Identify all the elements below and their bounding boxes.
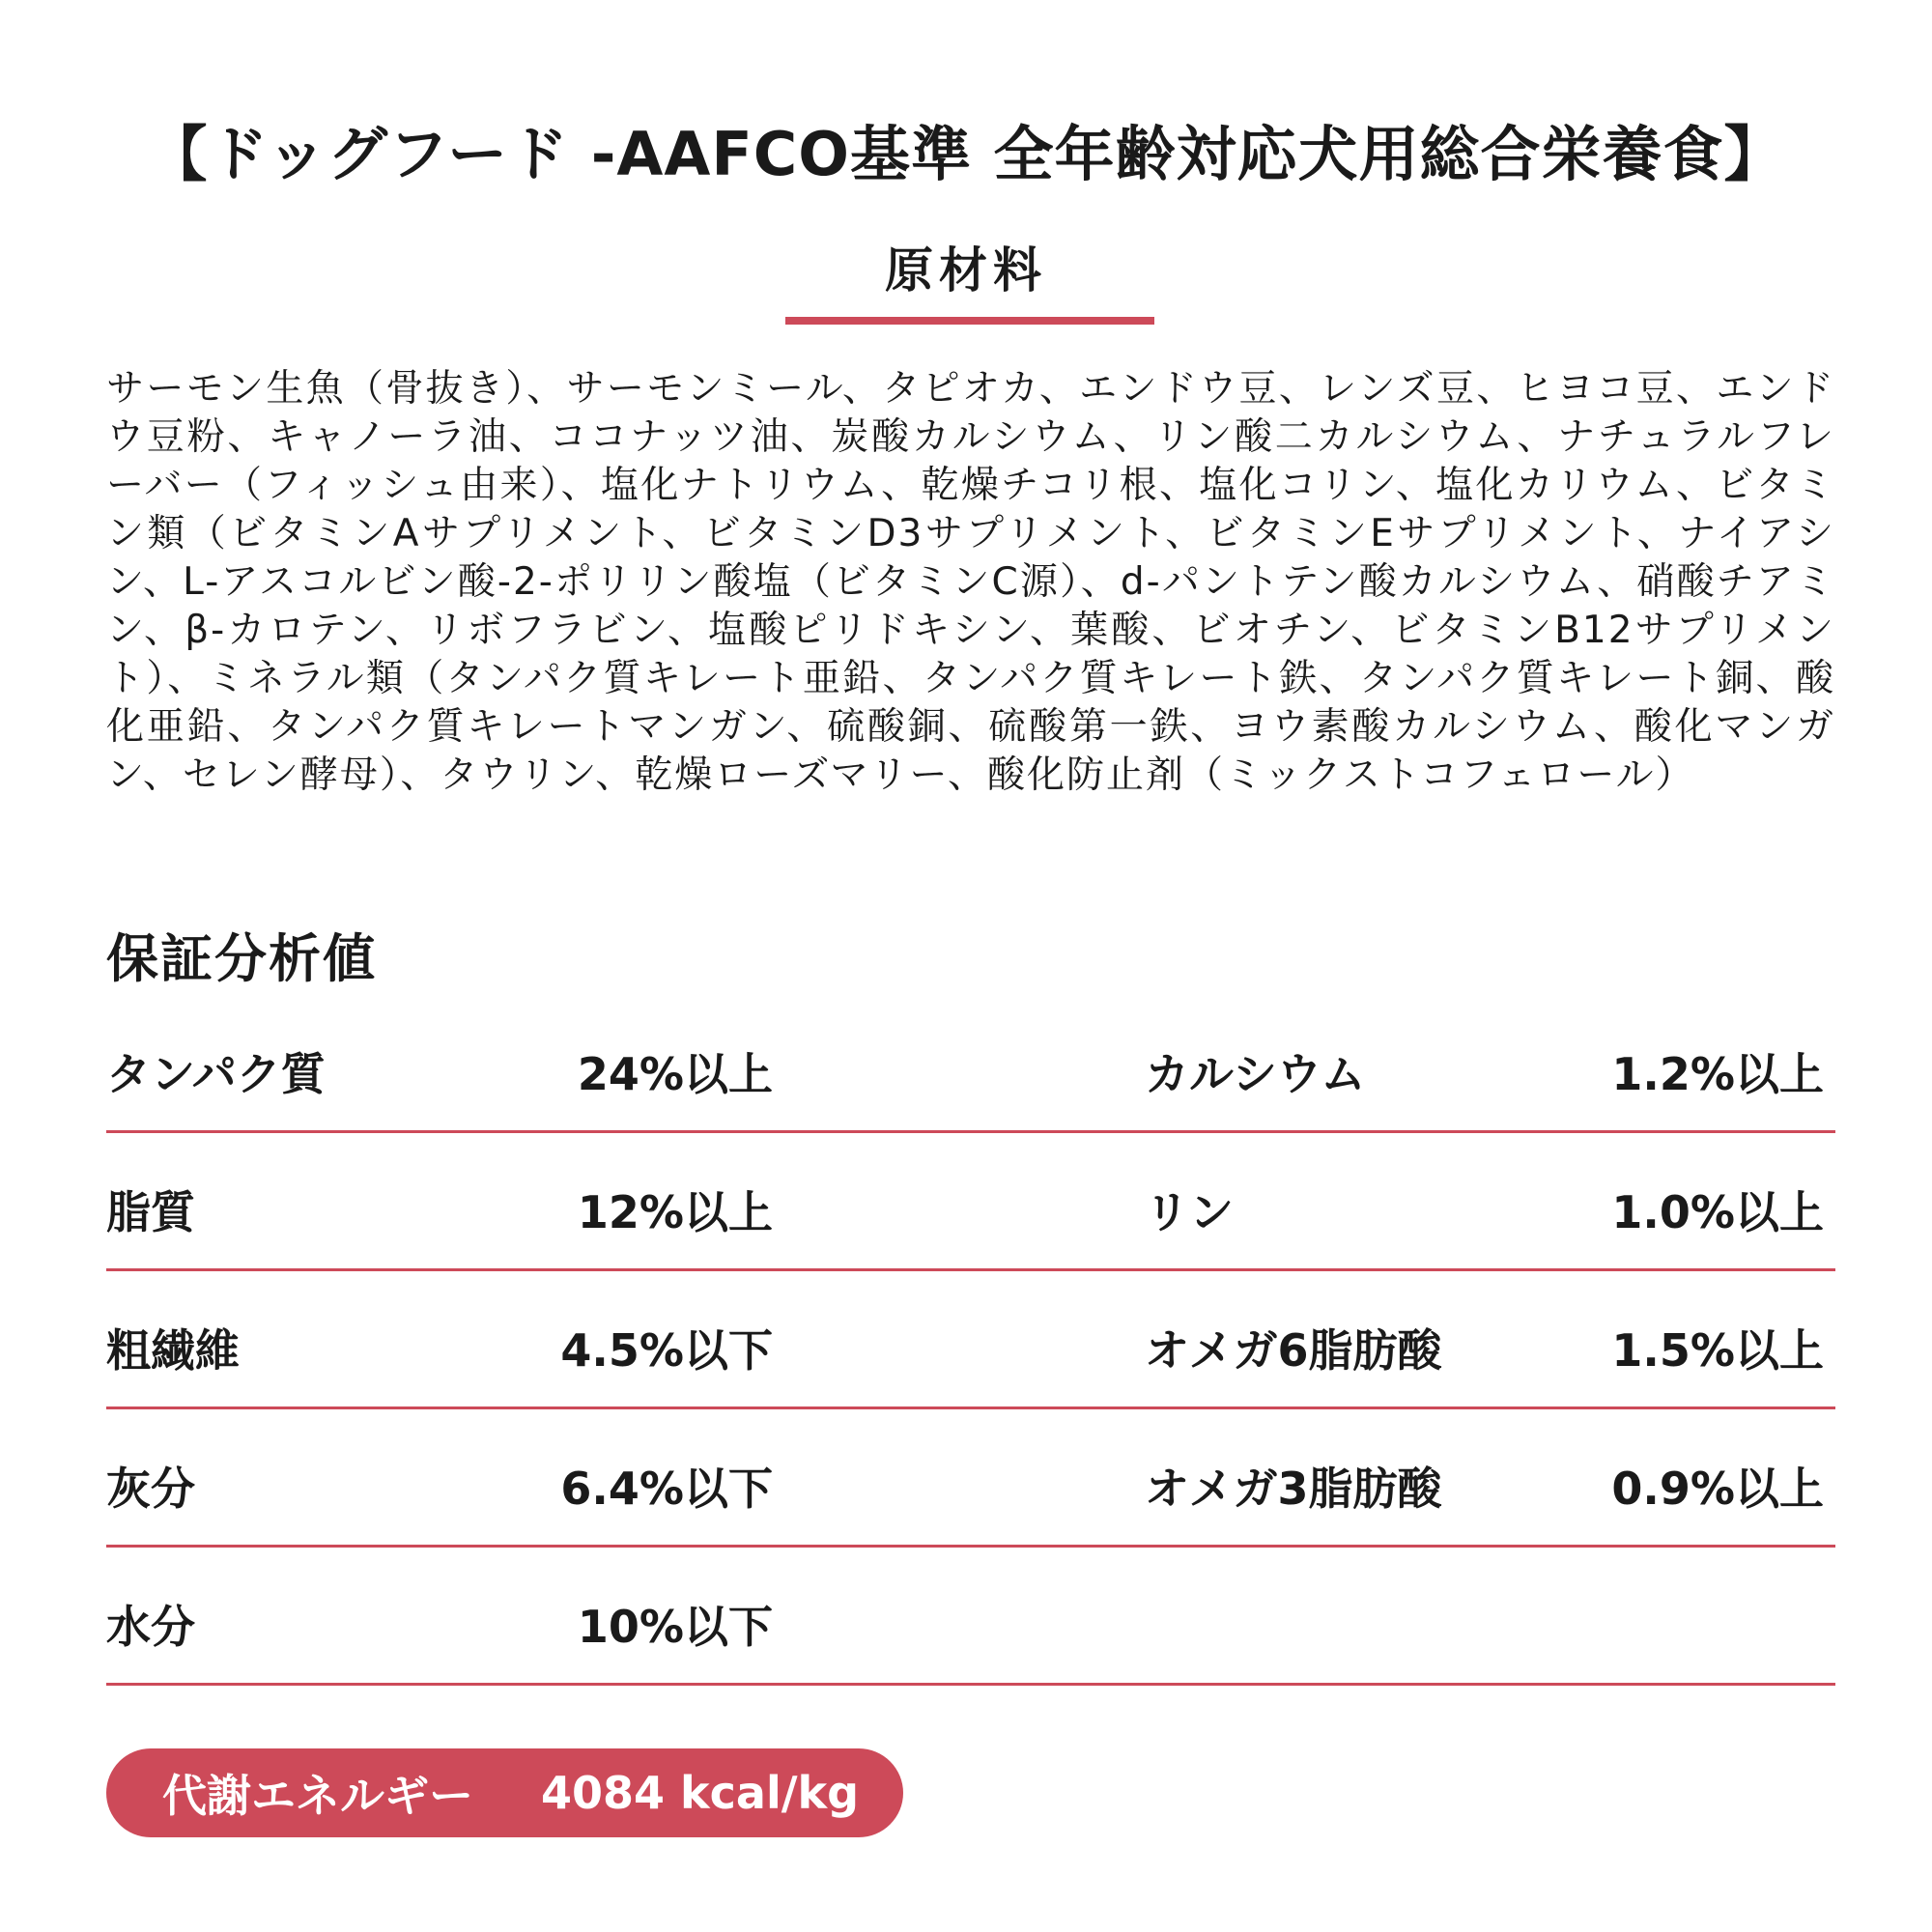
analysis-value: 1.2%以上	[1611, 1048, 1824, 1100]
analysis-label: オメガ3脂肪酸	[1145, 1463, 1442, 1515]
ingredients-text: サーモン生魚（骨抜き）、サーモンミール、タピオカ、エンドウ豆、レンズ豆、ヒヨコ豆、エンドウ豆粉、キャノーラ油、ココナッツ油、炭酸カルシウム、リン酸二カルシウム、ナチュラルフレーバー（フィッシュ由来）、塩化ナトリウム、乾燥チコリ根、塩化コリン、塩化カリウム、ビタミン類（ビタミンAサプリメント、ビタミンD3サプリメント、ビタミンEサプリメント、ナイアシン、L-アスコルビン酸-2-ポリリン酸塩（ビタミンC源）、d-パントテン酸カルシウム、硝酸チアミン、β-カロテン、リボフラビン、塩酸ピリドキシン、葉酸、ビオチン、ビタミンB12サプリメント）、ミネラル類（タンパク質キレート亜鉛、タンパク質キレート鉄、タンパク質キレート銅、酸化亜鉛、タンパク質キレートマンガン、硫酸銅、硫酸第一鉄、ヨウ素酸カルシウム、酸化マンガン、セレン酵母）、タウリン、乾燥ローズマリー、酸化防止剤（ミックストコフェロール）	[106, 367, 1835, 797]
analysis-value: 4.5%以下	[560, 1324, 773, 1377]
energy-label: 代謝エネルギー	[162, 1770, 473, 1822]
analysis-label: カルシウム	[1145, 1048, 1366, 1100]
analysis-value: 24%以上	[577, 1048, 773, 1100]
analysis-heading: 保証分析値	[106, 928, 377, 989]
analysis-label: 粗繊維	[106, 1324, 240, 1377]
analysis-label: 灰分	[106, 1463, 195, 1515]
energy-value: 4084 kcal/kg	[541, 1767, 860, 1819]
analysis-table	[106, 995, 1835, 1686]
energy-badge	[106, 1748, 903, 1837]
analysis-row	[106, 1548, 1835, 1686]
analysis-label: オメガ6脂肪酸	[1145, 1324, 1442, 1377]
analysis-row	[106, 1409, 1835, 1548]
page-title: 【ドッグフード -AAFCO基準 全年齢対応犬用総合栄養食】	[147, 119, 1785, 189]
analysis-value: 6.4%以下	[560, 1463, 773, 1515]
analysis-value: 12%以上	[577, 1186, 773, 1238]
analysis-label: 脂質	[106, 1186, 195, 1238]
analysis-row	[106, 1271, 1835, 1409]
analysis-label: 水分	[106, 1601, 195, 1653]
ingredients-heading: 原材料	[885, 242, 1047, 298]
analysis-row	[106, 1133, 1835, 1271]
analysis-label: タンパク質	[106, 1048, 326, 1100]
analysis-value: 1.0%以上	[1611, 1186, 1824, 1238]
analysis-row	[106, 995, 1835, 1133]
analysis-value: 1.5%以上	[1611, 1324, 1824, 1377]
analysis-label: リン	[1145, 1186, 1234, 1238]
heading-underline	[785, 317, 1154, 325]
analysis-value: 10%以下	[577, 1601, 773, 1653]
analysis-value: 0.9%以上	[1611, 1463, 1824, 1515]
